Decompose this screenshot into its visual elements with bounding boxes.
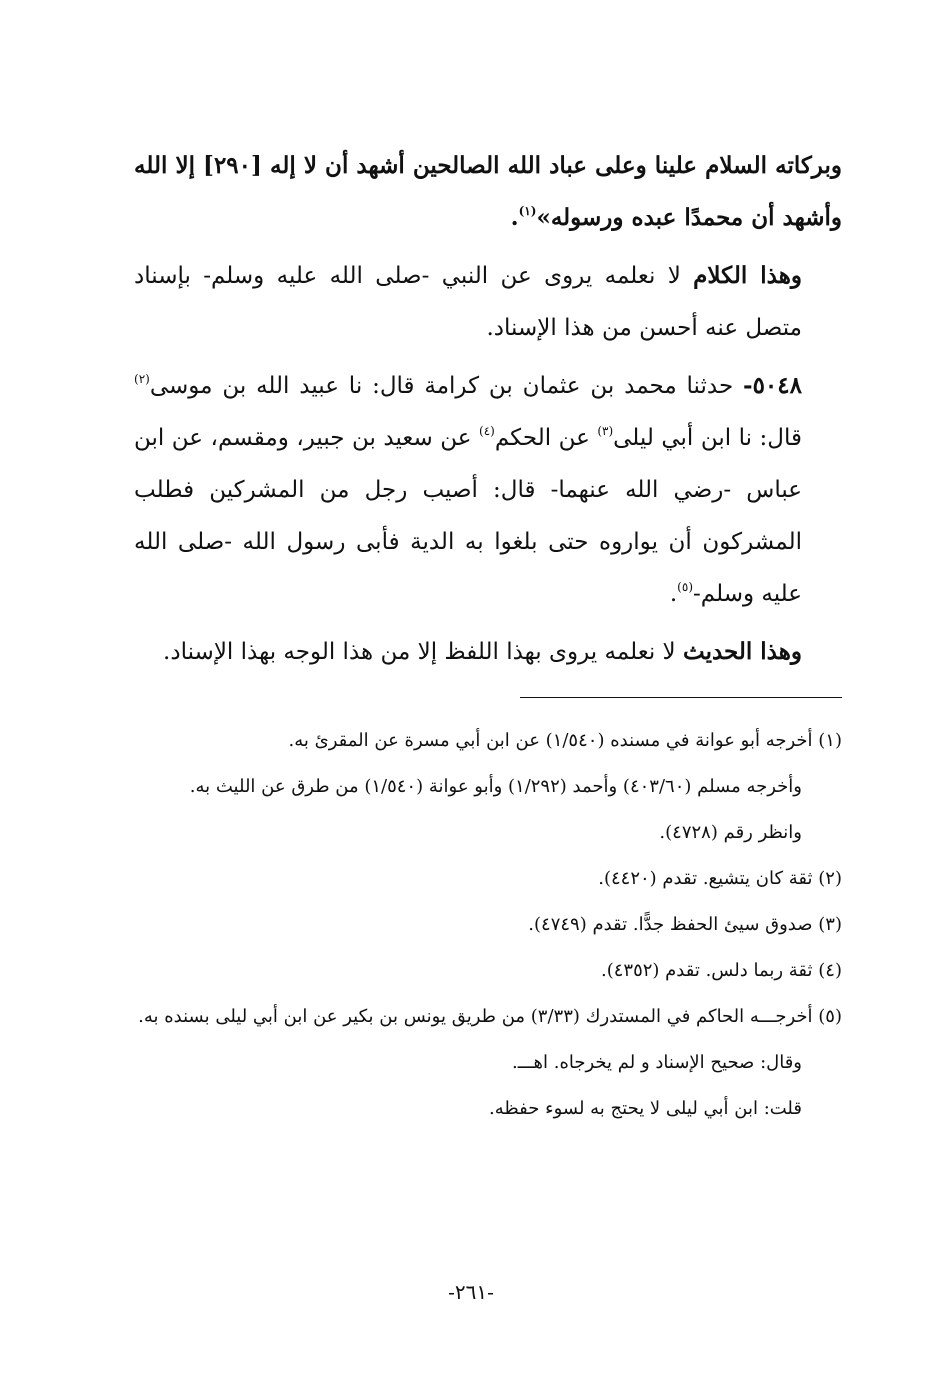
footnote-1-line-1: (١) أخرجه أبو عوانة في مسنده (١/٥٤٠) عن ابن أبي مسرة عن المقرئ به. [288,730,842,751]
hadith-end: . [669,581,678,607]
footnote-4: (٤) ثقة ربما دلس. تقدم (٤٣٥٢). [600,960,842,981]
footnote-ref-2: (٢) [134,372,150,386]
paragraph-hadith-5048 [134,360,842,620]
footnotes [134,718,842,1132]
page-number: -٢٦١- [448,1280,494,1304]
tashahhud-end: . [510,204,519,231]
comment-2-text: لا نعلمه يروى بهذا اللفظ إلا من هذا الوجه بهذا الإسناد. [163,639,683,665]
footnote-1-line-3: وانظر رقم (٤٧٢٨). [659,822,802,843]
paragraph-comment-1 [134,250,842,354]
hadith-text-d: عن سعيد بن جبير، ومقسم، عن ابن عباس -رضي الله عنهما- قال: أصيب رجل من المشركين فطلب المشركون أن يواروه حتى بلغوا به الدية فأبى رسول الله -صلى الله عليه وسلم- [134,425,802,607]
footnote-ref-1: (١) [518,204,537,218]
comment-1-text: لا نعلمه يروى عن النبي -صلى الله عليه وسلم- بإسناد متصل عنه أحسن من هذا الإسناد. [134,263,802,341]
footnote-ref-5: (٥) [677,580,693,594]
footnote-5-line-3: قلت: ابن أبي ليلى لا يحتج به لسوء حفظه. [489,1098,802,1119]
comment-2-lead: وهذا الحديث [682,638,802,665]
footnote-separator [520,697,842,698]
hadith-text-a: حدثنا محمد بن عثمان بن كرامة قال: نا عبيد الله بن موسى [149,373,744,399]
footnote-5-line-1: (٥) أخرجـــه الحاكم في المستدرك (٣/٣٣) من طريق يونس بن بكير عن ابن أبي ليلى بسنده به. [138,1006,842,1027]
footnote-3: (٣) صدوق سيئ الحفظ جدًّا. تقدم (٤٧٤٩). [528,914,842,935]
footnote-5-line-2: وقال: صحيح الإسناد و لم يخرجاه. اهـــ. [511,1052,802,1073]
hadith-text-c: عن الحكم [494,425,598,451]
hadith-text-b: قال: نا ابن أبي ليلى [613,425,802,451]
tashahhud-text: وبركاته السلام علينا وعلى عباد الله الصالحين أشهد أن لا إله [٢٩٠] إلا الله وأشهد أن محمدًا عبده ورسوله» [134,152,843,231]
footnote-ref-3: (٣) [597,424,614,438]
footnote-2: (٢) ثقة كان يتشيع. تقدم (٤٤٢٠). [598,868,842,889]
comment-1-lead: وهذا الكلام [693,262,802,289]
main-text [134,140,842,678]
footnote-1-line-2: وأخرجه مسلم (٤٠٣/٦٠) وأحمد (١/٢٩٢) وأبو عوانة (١/٥٤٠) من طرق عن الليث به. [189,776,802,797]
paragraph-tashahhud [134,140,842,244]
paragraph-comment-2 [134,626,842,678]
footnote-ref-4: (٤) [479,424,495,438]
hadith-number: ٥٠٤٨- [743,372,802,399]
